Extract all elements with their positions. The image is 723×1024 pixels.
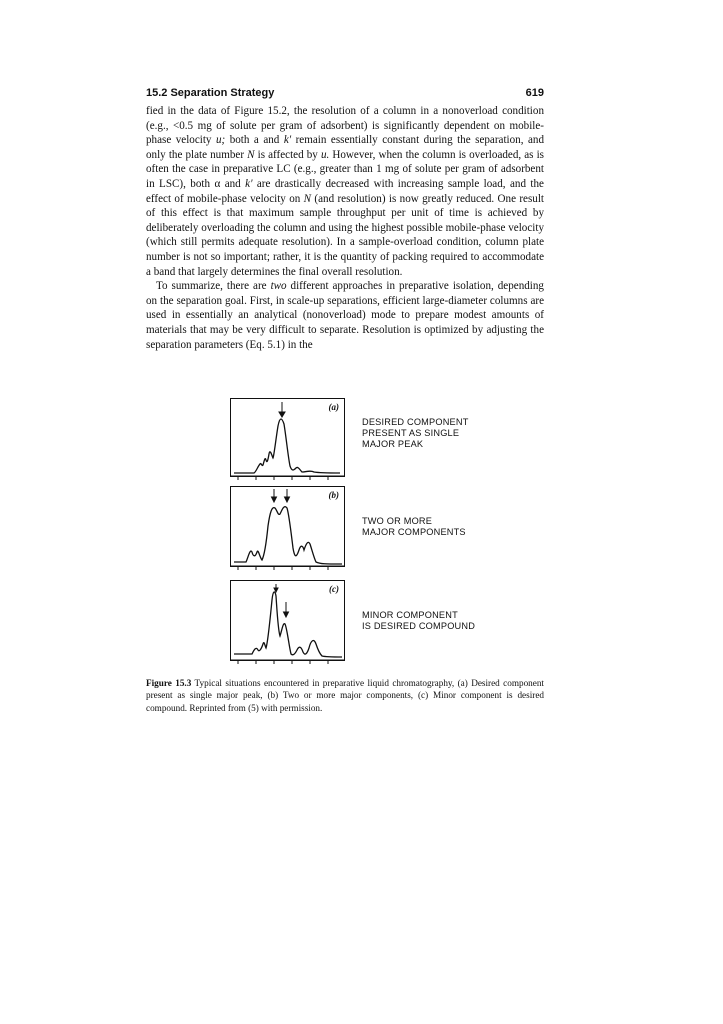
text-segment: is affected by	[254, 148, 321, 161]
text-segment: two	[270, 280, 287, 293]
text-segment: N	[247, 148, 255, 161]
text-segment: remain essentially constant during the separation, and only the plate number	[146, 134, 544, 161]
text-segment: different approaches in preparative isolation, depending on the separation goal. First, in scale-up separations, efficient large-diameter columns are used in essentially an analytical (nonoverload) mode to prepare modest amounts of materials that may be very difficult to separate. Resolution is optimized by adjusting the separation parameters (Eq. 5.1) in the	[146, 280, 544, 351]
text-segment: (and resolution) is now greatly reduced. One result of this effect is that maximum sample throughput per unit of time is achieved by deliberately overloading the column and using the highest possible mobile-phase velocity (which still permits adequate resolution). In a sample-overload condition, column plate number is not so important; rather, it is the quantity of packing required to accommodate a band that largely determines the final overall resolution.	[146, 192, 544, 278]
text-segment: u.	[320, 148, 330, 161]
text-segment: k'	[245, 177, 253, 190]
chromatogram-c	[230, 580, 345, 672]
text-segment: both a and	[225, 134, 284, 147]
injection-arrow	[279, 402, 285, 417]
chromatogram-panel-a	[230, 398, 345, 490]
panel-label-a: (a)	[328, 402, 339, 412]
running-header	[146, 87, 544, 103]
paragraph-1	[146, 104, 544, 279]
panel-description-c: MINOR COMPONENT IS DESIRED COMPOUND	[362, 610, 476, 632]
arrows-b	[272, 489, 290, 502]
chromatogram-panel-b	[230, 486, 345, 578]
trace-c	[234, 592, 342, 657]
text-segment: fied in the data of Figure 15.2, the resolution of a column in a nonoverload condition (e.g., <0.5 mg of solute per gram of adsorbent) is significantly dependent on mobile-phase velocity	[146, 105, 544, 147]
figure-caption	[146, 677, 544, 714]
section-title: 15.2 Separation Strategy	[146, 87, 275, 99]
text-segment: are drastically decreased with increasing sample load, and the effect of mobile-phase velocity on	[146, 177, 544, 205]
panel-label-b: (b)	[328, 490, 339, 500]
chromatogram-panel-c	[230, 580, 345, 672]
panel-description-b: TWO OR MORE MAJOR COMPONENTS	[362, 516, 466, 538]
figure-label: Figure 15.3	[146, 678, 192, 688]
paragraph-2	[146, 279, 544, 352]
figure-caption-text: Typical situations encountered in preparative liquid chromatography, (a) Desired component present as single major peak, (b) Two or more major components, (c) Minor component is desired compound. Reprinted from (5) with permission.	[146, 678, 544, 713]
body-text	[146, 104, 544, 352]
panel-description-a: DESIRED COMPONENT PRESENT AS SINGLE MAJOR PEAK	[362, 417, 469, 450]
trace-a	[234, 419, 340, 473]
text-segment: N	[303, 192, 312, 205]
text-segment: k'	[283, 134, 292, 147]
text-segment: u;	[215, 134, 226, 147]
text-segment: However, when the column is overloaded, as is often the case in preparative LC (e.g., greater than 1 mg of solute per gram of adsorbent in LSC), both α and	[146, 148, 544, 190]
panel-label-c: (c)	[329, 584, 339, 594]
text-segment: To summarize, there are	[156, 280, 271, 293]
trace-b	[234, 507, 342, 564]
page-number: 619	[525, 87, 544, 99]
